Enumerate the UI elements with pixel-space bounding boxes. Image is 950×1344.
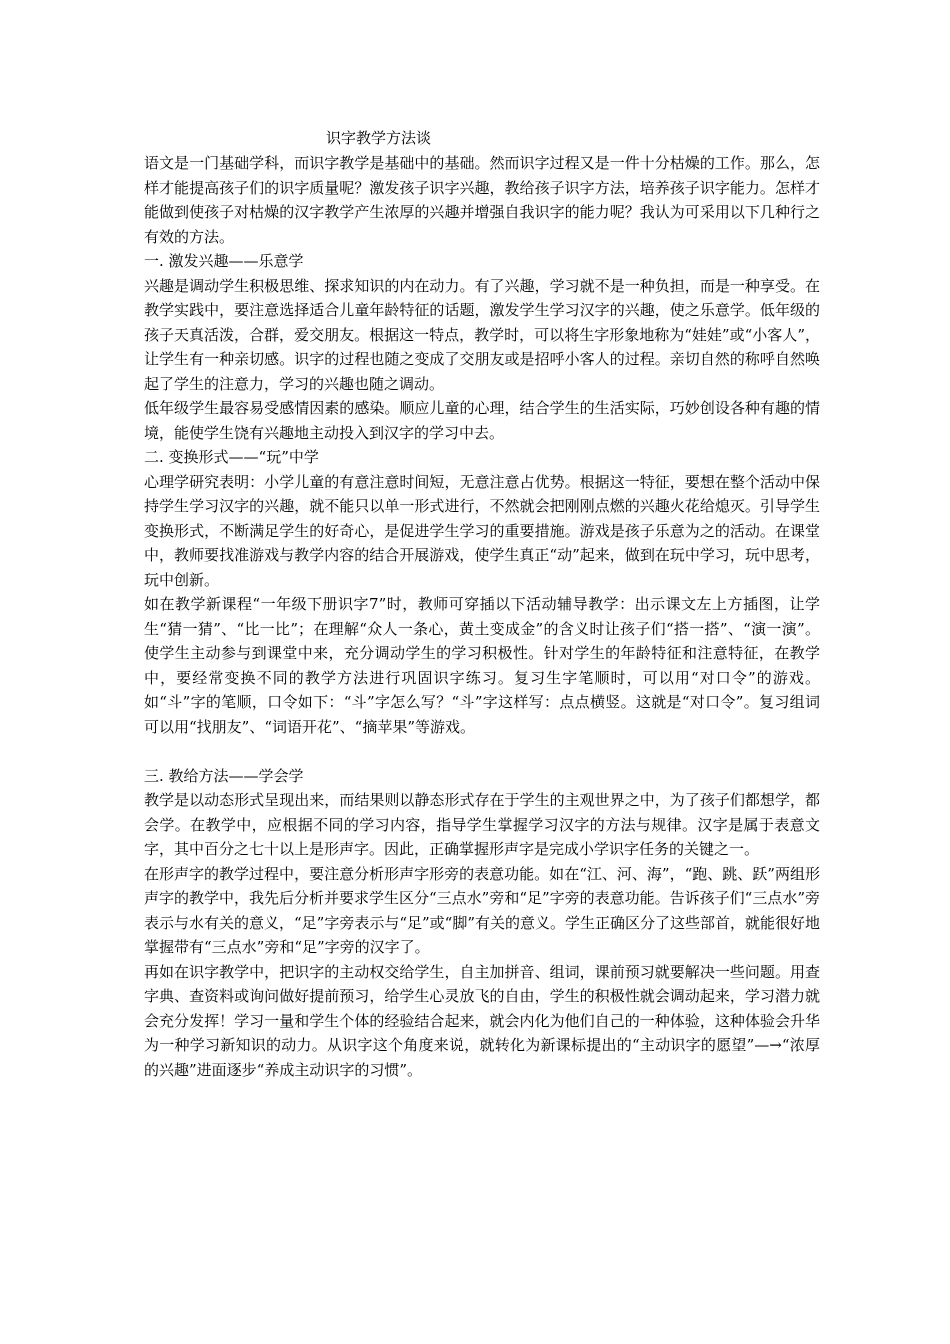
- section-3-paragraph-1: 教学是以动态形式呈现出来，而结果则以静态形式存在于学生的主观世界之中，为了孩子们都想学，都会学。在教学中，应根据不同的学习内容，指导学生掌握学习汉字的方法与规律。汉字是属于表意文字，其中百分之七十以上是形声字。因此，正确掌握形声字是完成小学识字任务的关键之一。: [144, 791, 820, 858]
- blank-line: [144, 739, 820, 764]
- section-2-paragraph-1: 心理学研究表明：小学儿童的有意注意时间短，无意注意占优势。根据这一特征，要想在整个活动中保持学生学习汉字的兴趣，就不能只以单一形式进行，不然就会把刚刚点燃的兴趣火花给熄灭。引导学生变换形式，不断满足学生的好奇心，是促进学生学习的重要措施。游戏是孩子乐意为之的活动。在课堂中，教师要找准游戏与教学内容的结合开展游戏，使学生真正“动”起来，做到在玩中学习，玩中思考，玩中创新。: [144, 472, 820, 589]
- document-page: [144, 125, 820, 1082]
- section-1-paragraph-2: 低年级学生最容易受感情因素的感染。顺应儿童的心理，结合学生的生活实际，巧妙创设各种有趣的情境，能使学生饶有兴趣地主动投入到汉字的学习中去。: [144, 399, 820, 442]
- section-2-paragraph-2: 如在教学新课程“一年级下册识字7”时，教师可穿插以下活动辅导教学：出示课文左上方插图，让学生“猜一猜”、“比一比”；在理解“众人一条心，黄土变成金”的含义时让孩子们“搭一搭”、“演一演”。使学生主动参与到课堂中来，充分调动学生的学习积极性。针对学生的年龄特征和注意特征，在教学中，要经常变换不同的教学方法进行巩固识字练习。复习生字笔顺时，可以用“对口令”的游戏。如“斗”字的笔顺，口令如下：“斗”字怎么写？“斗”字这样写：点点横竖。这就是“对口令”。复习组词可以用“找朋友”、“词语开花”、“摘苹果”等游戏。: [144, 595, 820, 736]
- section-1-paragraph-1: 兴趣是调动学生积极思维、探求知识的内在动力。有了兴趣，学习就不是一种负担，而是一种享受。在教学实践中，要注意选择适合儿童年龄特征的话题，激发学生学习汉字的兴趣，使之乐意学。低年级的孩子天真活泼，合群，爱交朋友。根据这一特点，教学时，可以将生字形象地称为“娃娃”或“小客人”，让学生有一种亲切感。识字的过程也随之变成了交朋友或是招呼小客人的过程。亲切自然的称呼自然唤起了学生的注意力，学习的兴趣也随之调动。: [144, 276, 820, 393]
- section-2-heading: 二. 变换形式——“玩”中学: [144, 448, 319, 466]
- section-3-heading: 三. 教给方法——学会学: [144, 766, 304, 785]
- section-3-paragraph-3: 再如在识字教学中，把识字的主动权交给学生，自主加拼音、组词，课前预习就要解决一些问题。用查字典、查资料或询问做好提前预习，给学生心灵放飞的自由，学生的积极性就会调动起来，学习潜力就会充分发挥！学习一量和学生个体的经验结合起来，就会内化为他们自己的一种体验，这种体验会升华为一种学习新知识的动力。从识字这个角度来说，就转化为新课标提出的“主动识字的愿望”—→“浓厚的兴趣”进面逐步“养成主动识字的习惯”。: [144, 962, 820, 1079]
- document-title: 识字教学方法谈: [326, 129, 432, 147]
- intro-paragraph: 语文是一门基础学科，而识字教学是基础中的基础。然而识字过程又是一件十分枯燥的工作。那么，怎样才能提高孩子们的识字质量呢？激发孩子识字兴趣，教给孩子识字方法，培养孩子识字能力。怎样才能做到使孩子对枯燥的汉字教学产生浓厚的兴趣并增强自我识字的能力呢？我认为可采用以下几种行之有效的方法。: [144, 154, 820, 246]
- section-3-paragraph-2: 在形声字的教学过程中，要注意分析形声字形旁的表意功能。如在“江、河、海”，“跑、跳、跃”两组形声字的教学中，我先后分析并要求学生区分“三点水”旁和“足”字旁的表意功能。告诉孩子们“三点水”旁表示与水有关的意义，“足”字旁表示与“足”或“脚”有关的意义。学生正确区分了这些部首，就能很好地掌握带有“三点水”旁和“足”字旁的汉字了。: [144, 864, 821, 956]
- section-1-heading: 一. 激发兴趣——乐意学: [144, 252, 304, 270]
